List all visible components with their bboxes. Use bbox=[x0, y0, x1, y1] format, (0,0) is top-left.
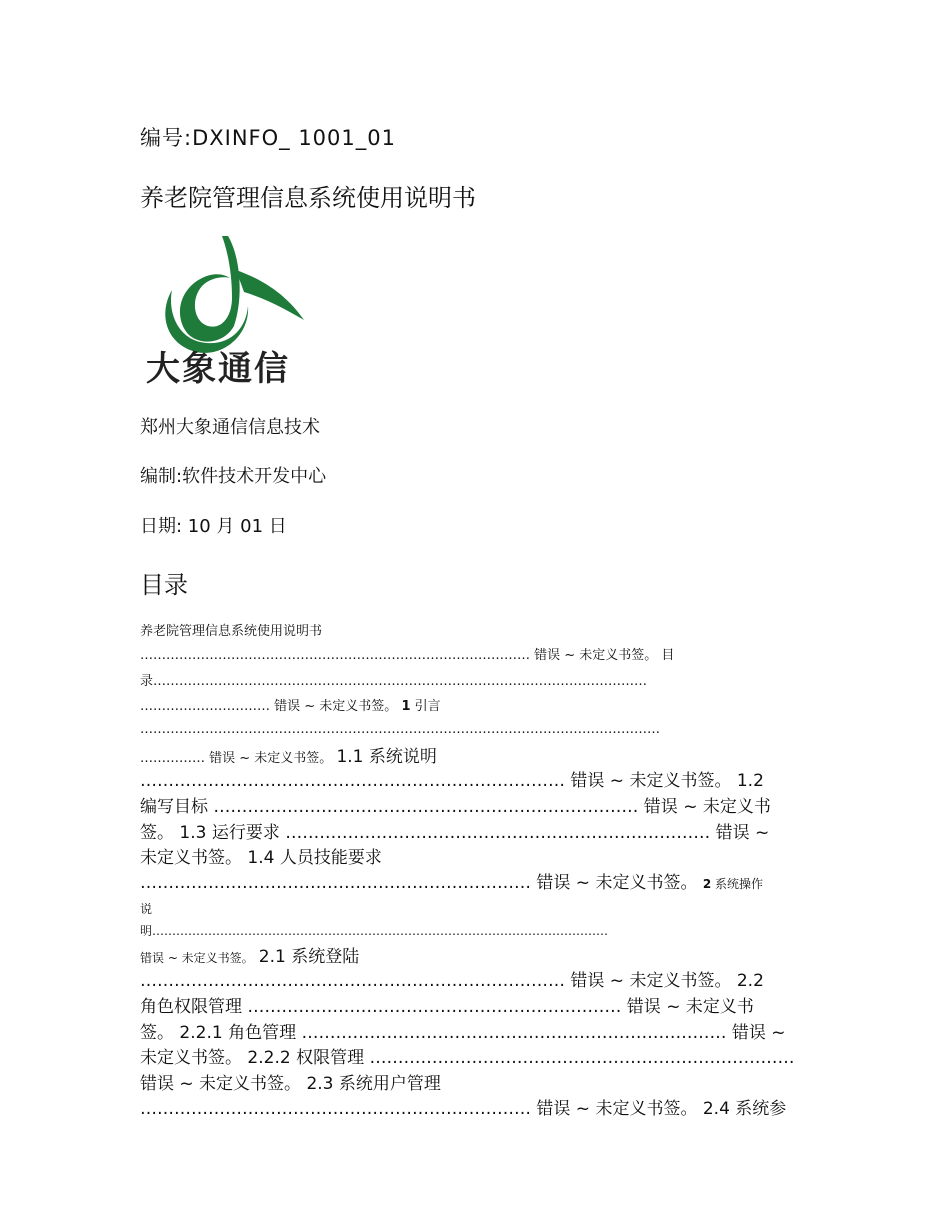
toc-text: …………………………………………………………… 错误 ~ 未定义书签。 2.4 系统参 bbox=[140, 1099, 787, 1119]
toc-chapter-number: 2 bbox=[702, 877, 712, 891]
toc-line bbox=[140, 1043, 812, 1068]
toc-text: …………………………………………………………… 错误 ~ 未定义书签。 bbox=[140, 873, 698, 893]
toc-text: 养老院管理信息系统使用说明书 bbox=[140, 624, 323, 639]
toc-text: 签。 2.2.1 角色管理 ………………………………………………………………… 错误 ~ bbox=[140, 1023, 786, 1043]
logo-swoosh-shape bbox=[180, 236, 240, 342]
toc-text: ………………………………………………………………… 错误 ~ 未定义书签。 1.2 bbox=[140, 771, 764, 791]
toc-line bbox=[140, 900, 812, 917]
toc-text: 明…………………………………………………………………………………………………… bbox=[140, 924, 609, 938]
logo-text: 大象通信 bbox=[146, 349, 290, 386]
company-name: 郑州大象通信信息技术 bbox=[140, 417, 320, 438]
toc-line bbox=[140, 620, 812, 639]
toc-line bbox=[140, 1018, 812, 1043]
toc-line bbox=[140, 992, 812, 1017]
toc-line bbox=[140, 695, 812, 714]
toc-line bbox=[140, 922, 812, 939]
toc-line bbox=[140, 766, 812, 791]
toc-text: 录…………………………………………………………………………………………………… bbox=[140, 674, 647, 689]
toc-text: …………… 错误 ~ 未定义书签。 bbox=[140, 751, 333, 766]
toc-section-title: 2.1 系统登陆 bbox=[258, 947, 360, 967]
toc-line bbox=[140, 722, 812, 737]
toc-heading: 目录 bbox=[140, 571, 188, 599]
toc-line bbox=[140, 868, 812, 893]
toc-line bbox=[140, 742, 812, 767]
document-title: 养老院管理信息系统使用说明书 bbox=[140, 184, 476, 212]
toc-line bbox=[140, 843, 812, 868]
dx-telecom-logo bbox=[140, 226, 320, 386]
toc-text: 编写目标 ………………………………………………………………… 错误 ~ 未定义书 bbox=[140, 797, 771, 817]
date-line: 日期: 10 月 01 日 bbox=[140, 516, 287, 537]
toc-text: 说 bbox=[140, 902, 153, 916]
toc-text: 错误 ~ 未定义书签。 bbox=[140, 951, 254, 965]
toc-line bbox=[140, 670, 812, 689]
toc-chapter-title: 系统操作 bbox=[711, 877, 764, 891]
toc-chapter-number: 1 bbox=[401, 699, 411, 714]
toc-line bbox=[140, 818, 812, 843]
toc-line bbox=[140, 1069, 812, 1094]
toc-line bbox=[140, 792, 812, 817]
toc-text: 错误 ~ 未定义书签。 2.3 系统用户管理 bbox=[140, 1074, 441, 1094]
toc-section-title: 1.1 系统说明 bbox=[336, 747, 437, 767]
toc-text: 未定义书签。 2.2.2 权限管理 ………………………………………………………………… bbox=[140, 1048, 795, 1068]
toc-text: ………………………… 错误 ~ 未定义书签。 bbox=[140, 699, 398, 714]
toc-text: 未定义书签。 1.4 人员技能要求 bbox=[140, 848, 382, 868]
toc-text: 签。 1.3 运行要求 ………………………………………………………………… 错误 ~ bbox=[140, 823, 770, 843]
logo-wing-shape bbox=[236, 270, 304, 320]
toc-line bbox=[140, 1094, 812, 1119]
compiler-line: 编制:软件技术开发中心 bbox=[140, 466, 327, 487]
toc-line bbox=[140, 942, 812, 967]
toc-text: ………………………………………………………………… 错误 ~ 未定义书签。 2.2 bbox=[140, 971, 764, 991]
toc-text: ……………………………………………………………………………… 错误 ~ 未定义书签。 目 bbox=[140, 648, 675, 663]
document-number: 编号:DXINFO_ 1001_01 bbox=[140, 126, 396, 150]
toc-text: 角色权限管理 ………………………………………………………… 错误 ~ 未定义书 bbox=[140, 997, 754, 1017]
toc-chapter-title: 引言 bbox=[410, 699, 441, 714]
toc-line bbox=[140, 966, 812, 991]
toc-text: ………………………………………………………………………………………………………… bbox=[140, 722, 660, 737]
toc-line bbox=[140, 644, 812, 663]
